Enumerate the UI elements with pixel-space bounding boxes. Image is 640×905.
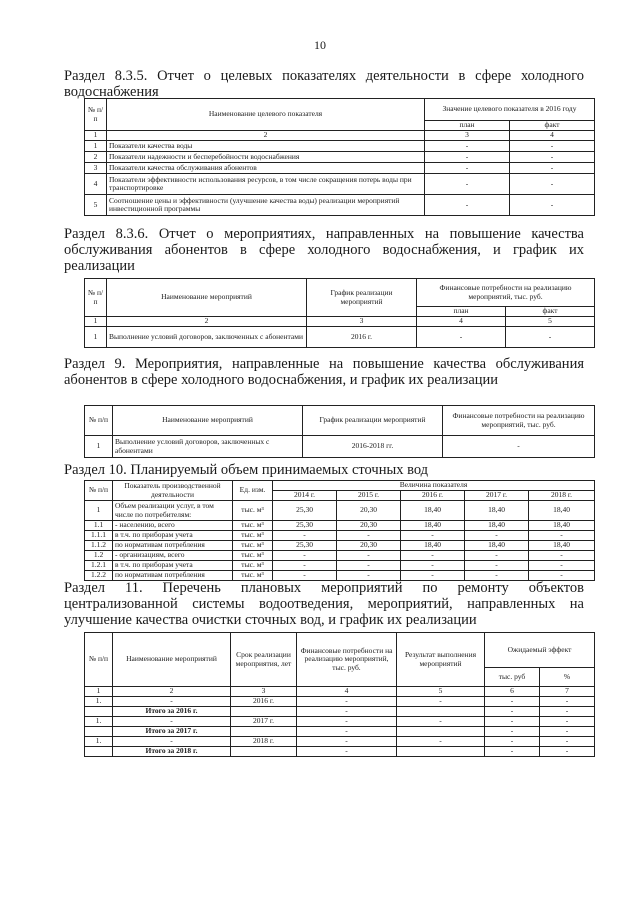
- table-row: 1. - 2016 г. - - - -: [85, 697, 595, 707]
- service-measures-table: [84, 278, 595, 348]
- col-term-header: Срок реализации мероприятия, лет: [231, 633, 297, 687]
- col-indicator-header: Показатель производственной деятельности: [113, 481, 233, 501]
- table-row: 1.2 - организациям, всего тыс. м³ - - - - -: [85, 551, 595, 561]
- table-row: 3 Показатели качества обслуживания абонентов - -: [85, 163, 595, 174]
- table-row: 1.1.1 в т.ч. по приборам учета тыс. м³ - - - - -: [85, 531, 595, 541]
- section-11-title: Раздел 11. Перечень плановых мероприятий по ремонту объектов централизованной системы водоотведения, мероприятий, направленных на улучшение качества очистки сточных вод, и график их реализации: [64, 580, 584, 628]
- table-row: 1.1 - населению, всего тыс. м³ 25,30 20,30 18,40 18,40 18,40: [85, 521, 595, 531]
- col-name-header: Наименование мероприятий: [113, 406, 303, 436]
- repair-plan-table: [84, 632, 595, 757]
- col-fact-header: факт: [506, 307, 595, 317]
- year-header: 2015 г.: [337, 491, 401, 501]
- col-finance-header: Финансовые потребности на реализацию мероприятий, тыс. руб.: [297, 633, 397, 687]
- col-effect-header: Ожидаемый эффект: [485, 633, 595, 668]
- table-row: 1. - 2018 г. - - - -: [85, 737, 595, 747]
- table-row: 1 Показатели качества воды - -: [85, 141, 595, 152]
- index-row: 1 2 3 4 5 6 7: [85, 687, 595, 697]
- col-finance-header: Финансовые потребности на реализацию мероприятий, тыс. руб.: [417, 279, 595, 307]
- col-name-header: Наименование мероприятий: [107, 279, 307, 317]
- year-header: 2016 г.: [401, 491, 465, 501]
- col-finance-header: Финансовые потребности на реализацию мероприятий, тыс. руб.: [443, 406, 595, 436]
- col-unit-header: Ед. изм.: [233, 481, 273, 501]
- table-row: 1 Объем реализации услуг, в том числе по потребителям: тыс. м³ 25,30 20,30 18,40 18,40 18,40: [85, 501, 595, 521]
- total-row: Итого за 2017 г. - - -: [85, 727, 595, 737]
- table-row: 5 Соотношение цены и эффективности (улучшение качества воды) реализации мероприятий инвестиционной программы - -: [85, 195, 595, 216]
- table-row: 1. - 2017 г. - - - -: [85, 717, 595, 727]
- col-schedule-header: График реализации мероприятий: [303, 406, 443, 436]
- targets-table: [84, 98, 595, 216]
- total-row: Итого за 2018 г. - - -: [85, 747, 595, 757]
- section-8-3-6-title: Раздел 8.3.6. Отчет о мероприятиях, направленных на повышение качества обслуживания абонентов в сфере холодного водоснабжения, и график их реализации: [64, 226, 584, 274]
- table-row: 4 Показатели эффективности использования ресурсов, в том числе сокращения потерь воды при транспортировке - -: [85, 174, 595, 195]
- col-rub-header: тыс. руб: [485, 668, 540, 687]
- col-plan-header: план: [417, 307, 506, 317]
- col-schedule-header: График реализации мероприятий: [307, 279, 417, 317]
- year-header: 2018 г.: [529, 491, 595, 501]
- col-num-header: № п/п: [85, 633, 113, 687]
- col-plan-header: план: [425, 121, 510, 131]
- col-num-header: № п/п: [85, 99, 107, 131]
- table-row: 1.2.1 в т.ч. по приборам учета тыс. м³ - - - - -: [85, 561, 595, 571]
- wastewater-volume-table: [84, 480, 595, 581]
- col-value-header: Значение целевого показателя в 2016 году: [425, 99, 595, 121]
- col-value-header: Величина показателя: [273, 481, 595, 491]
- section-8-3-5-title: Раздел 8.3.5. Отчет о целевых показателях деятельности в сфере холодного водоснабжения: [64, 68, 584, 100]
- year-header: 2014 г.: [273, 491, 337, 501]
- col-result-header: Результат выполнения мероприятий: [397, 633, 485, 687]
- table-row: 1.1.2 по нормативам потребления тыс. м³ 25,30 20,30 18,40 18,40 18,40: [85, 541, 595, 551]
- col-num-header: № п/п: [85, 279, 107, 317]
- table-row: 1.2.2 по нормативам потребления тыс. м³ - - - - -: [85, 571, 595, 581]
- table-row: 1 Выполнение условий договоров, заключенных с абонентами 2016-2018 гг. -: [85, 436, 595, 458]
- section-10-title: Раздел 10. Планируемый объем принимаемых сточных вод: [64, 462, 429, 478]
- total-row: Итого за 2016 г. - - -: [85, 707, 595, 717]
- year-header: 2017 г.: [465, 491, 529, 501]
- col-name-header: Наименование мероприятий: [113, 633, 231, 687]
- col-name-header: Наименование целевого показателя: [107, 99, 425, 131]
- table-row: 2 Показатели надежности и бесперебойности водоснабжения - -: [85, 152, 595, 163]
- planned-measures-table: [84, 405, 595, 458]
- table-row: 1 Выполнение условий договоров, заключенных с абонентами 2016 г. - -: [85, 327, 595, 348]
- col-fact-header: факт: [510, 121, 595, 131]
- col-pct-header: %: [540, 668, 595, 687]
- index-row: 1 2 3 4 5: [85, 317, 595, 327]
- index-row: 1 2 3 4: [85, 131, 595, 141]
- section-9-title: Раздел 9. Мероприятия, направленные на повышение качества обслуживания абонентов в сфере холодного водоснабжения, и график их реализации: [64, 356, 584, 388]
- col-num-header: № п/п: [85, 481, 113, 501]
- page-number: 10: [314, 38, 326, 52]
- col-num-header: № п/п: [85, 406, 113, 436]
